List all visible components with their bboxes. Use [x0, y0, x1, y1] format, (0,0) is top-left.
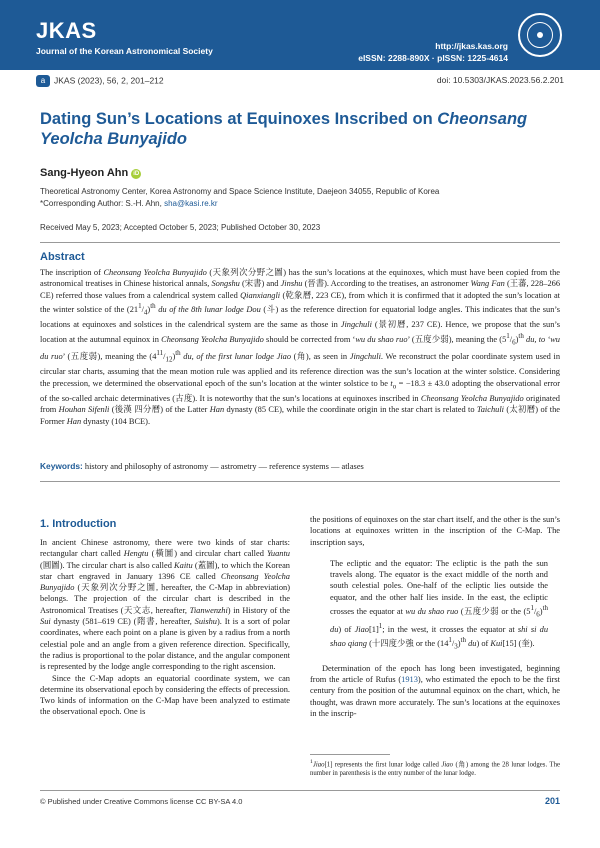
citation: JKAS (2023), 56, 2, 201–212: [54, 75, 164, 86]
journal-banner: [0, 0, 600, 70]
journal-meta: [358, 40, 508, 64]
author-line: [40, 167, 141, 179]
corresponding-author: [40, 198, 560, 210]
citation-line: [36, 75, 564, 87]
intro-paragraph-2: Since the C-Map adopts an equatorial coordinate system, we can determine its observational epoch by considering the effects of precession. Two kinds of information on the C-Map have been analyzed to estimate the observational epoch. One is: [40, 673, 290, 717]
footer-divider: [40, 790, 560, 791]
divider: [40, 481, 560, 482]
intro-paragraph-3: the positions of equinoxes on the star chart itself, and the other is the sun’s locations at equinoxes written in the inscription of the C-Map. The inscription says,: [310, 515, 560, 547]
citation-link[interactable]: 1913: [401, 675, 418, 684]
page-footer: [40, 797, 560, 806]
keywords-line: [40, 461, 560, 471]
publication-dates: Received May 5, 2023; Accepted October 5, 2023; Published October 30, 2023: [40, 223, 321, 232]
journal-url[interactable]: http://jkas.kas.org: [435, 41, 508, 51]
abstract-heading: Abstract: [40, 251, 85, 263]
affiliation: Theoretical Astronomy Center, Korea Astronomy and Space Science Institute, Daejeon 34055, Republic of Korea: [40, 187, 440, 196]
orcid-icon[interactable]: iD: [133, 171, 140, 177]
affiliation-block: [40, 186, 560, 210]
footnote-divider: [310, 754, 390, 755]
abstract-text: The inscription of Cheonsang Yeolcha Bunyajido (天象列次分野之圖) has the sun’s locations at the equinoxes, which must have been copied from the astronomical treatises in Chinese historical annals, Songshu (宋書) and Jinshu (晉書). According to the treatises, an astronomer Wang Fan (王蕃, 228–266 CE) referred those values from a calendrical system called Qianxiangli (乾象曆, 223 CE), from which it is confirmed that it adopted the sun’s location at the winter solstice of the $(21^1/_4)^{th}$ du of the 8th lunar lodge Dou (斗) as the reference direction for equatorial lodge angles. This indicates that the sun’s locations at equinoxes and solstices in the calendrical system are the same as those in Jingchuli (景初曆, 237 CE). Hence, we propose that the sun’s location at the autumnal equinox in Cheonsang Yeolcha Bunyajido should be corrected from ‘wu du shao ruo’ (五度少弱), meaning the $(5^1/_6)^{th}$ du, to ‘wu du ruo’ (五度弱), meaning the $(4^{11}/_{12})^{th}$ du, of the first lunar lodge Jiao (角), as seen in Jingchuli. We reconstruct the polar coordinate system used in circular star charts, assuming that the mean motion rule was applied and its reference direction was the sun’s location at the winter solstice. Considering the precession, we determined the observational epoch of the sun’s location at the winter solstice to be $t_o = -18.3 \pm 43.0$ adopting the observational error of the so-called archaic determinatives (古度). It is noteworthy that the sun’s locations at equinoxes inscribed in Cheonsang Yeolcha Bunyajido originated from Houhan Sifenli (後漢 四分曆) of the Latter Han dynasty (85 CE), while the coordinate origin in the star chart is related to Taichuli (太初曆) of the Former Han dynasty (104 BCE).: [40, 268, 561, 426]
intro-heading: 1. Introduction: [40, 518, 117, 530]
right-column: [310, 514, 560, 719]
license-text: © Published under Creative Commons license CC BY-SA 4.0: [40, 797, 243, 806]
keywords-label: Keywords:: [40, 461, 83, 471]
author-name: Sang-Hyeon Ahn: [40, 167, 129, 179]
journal-name: Journal of the Korean Astronomical Society: [36, 46, 213, 56]
journal-mini-logo: a: [36, 75, 50, 87]
paper-title: [40, 109, 560, 149]
society-seal-logo: [518, 13, 562, 57]
footnote: $^1$Jiao[1] represents the first lunar lodge called Jiao (角) among the 28 lunar lodges. The number in parenthesis is the entry number of the lunar lodge.: [310, 759, 560, 778]
title-italic: Cheonsang Yeolcha Bunyajido: [40, 110, 528, 148]
keywords-text: history and philosophy of astronomy — astrometry — reference systems — atlases: [82, 462, 364, 471]
intro-paragraph-4: Determination of the epoch has long been investigated, beginning from the article of Rufus (1913), who estimated the epoch to be the first century from the position of the autumnal equinox on the chart, which, he thought, was drawn more accurately. The sun’s locations at the equinoxes in the inscrip-: [310, 663, 560, 718]
left-column: [40, 537, 290, 718]
page-number: 201: [544, 796, 560, 806]
doi-link[interactable]: doi: 10.5303/JKAS.2023.56.2.201: [436, 75, 564, 85]
email-link[interactable]: sha@kasi.re.kr: [164, 199, 218, 208]
divider: [40, 242, 560, 243]
corresponding-label: *Corresponding Author: S.-H. Ahn,: [40, 199, 165, 208]
journal-issn: eISSN: 2288-890X · pISSN: 1225-4614: [358, 53, 508, 63]
journal-abbr: JKAS: [36, 18, 97, 43]
title-text: Dating Sun’s Locations at Equinoxes Inscribed on: [40, 110, 438, 128]
seal-center-dot: [537, 32, 543, 38]
inscription-quote: The ecliptic and the equator: The ecliptic is the path the sun travels along. The equator is the exact middle of the north and south celestial poles. One-half of the ecliptic lies outside the equator, and the other half lies inside. In the east, the ecliptic crosses the equator at wu du shao ruo (五度少弱 or the $(5^1/_6)^{th}$ du) of $Jiao[1]^1$; in the west, it crosses the equator at shi si du shao qiang (十四度少強 or the $(14^1/_3)^{th}$ du) of Kui[15] (奎).: [330, 558, 549, 651]
intro-paragraph-1: In ancient Chinese astronomy, there were two kinds of star charts: rectangular chart called Hengtu (橫圖) and circular chart called Yuantu (圓圖). The circular chart is also called Kaitu (蓋圖), to which the Korean star chart engraved in January 1396 CE called Cheonsang Yeolcha Bunyajido (天象列次分野之圖, hereafter, the C-Map in abbreviation) belongs. The projection of the circular chart is described in the Astronomical Treatises (天文志, hereafter, Tianwenzhi) in History of the Sui dynasty (581–619 CE) (隋書, hereafter, Suishu). It is a sort of polar coordinates, where each point on a plane is given by a radius from a north celestial pole and an angle from a given reference direction. Specifically, the radius is proportional to the polar distance, and the angular component is represented by the lodge angle corresponding to the right ascension.: [40, 538, 290, 672]
footnote-ref[interactable]: 1: [378, 621, 383, 630]
